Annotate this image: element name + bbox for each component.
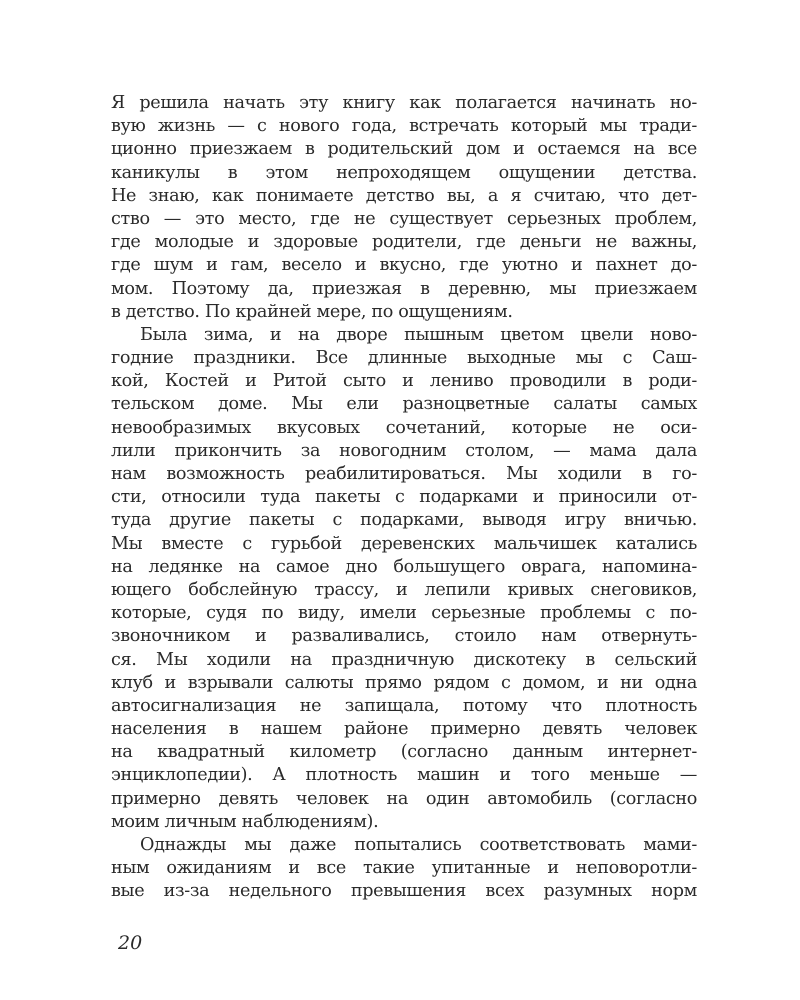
text-line: моим личным наблюдениям). [111,811,379,832]
text-line: Мы вместе с гурьбой деревенских мальчишек катались [111,533,697,554]
text-line: клуб и взрывали салюты прямо рядом с домом, и ни одна [111,672,697,693]
body-text [111,92,697,904]
text-line: мом. Поэтому да, приезжая в деревню, мы приезжаем [111,278,697,299]
text-line: ющего бобслейную трассу, и лепили кривых снеговиков, [111,579,697,600]
text-line: автосигнализация не запищала, потому что плотность [111,695,697,716]
text-line: которые, судя по виду, имели серьезные проблемы с по- [111,603,697,624]
text-line: Не знаю, как понимаете детство вы, а я считаю, что дет- [111,185,697,206]
text-line: лили прикончить за новогодним столом, — мама дала [111,440,697,461]
text-line: Однажды мы даже попытались соответствовать мами- [140,835,697,855]
text-line: ся. Мы ходили на праздничную дискотеку в сельский [111,649,697,670]
text-line: сти, относили туда пакеты с подарками и приносили от- [111,487,697,508]
text-line: звоночником и разваливались, стоило нам отвернуть- [111,626,697,647]
text-line: где шум и гам, весело и вкусно, где уютно и пахнет до- [111,255,697,276]
text-line: тельском доме. Мы ели разноцветные салаты самых [111,394,697,415]
text-line: вые из-за недельного превышения всех разумных норм [111,881,697,902]
text-line: нам возможность реабилитироваться. Мы ходили в го- [111,464,697,484]
text-line: годние праздники. Все длинные выходные мы с Саш- [111,348,697,369]
text-line: на квадратный километр (согласно данным интернет- [111,742,697,763]
text-line: туда другие пакеты с подарками, выводя игру вничью. [111,510,697,531]
text-line: в детство. По крайней мере, по ощущениям. [111,301,513,322]
text-line: ным ожиданиям и все такие упитанные и неповоротли- [111,858,697,879]
text-line: где молодые и здоровые родители, где деньги не важны, [111,232,697,253]
text-line: Была зима, и на дворе пышным цветом цвели ново- [140,324,697,345]
text-line: вую жизнь — с нового года, встречать который мы тради- [111,116,697,137]
text-line: Я решила начать эту книгу как полагается начинать но- [111,93,697,113]
page-number: 20 [118,932,143,954]
text-line: на ледянке на самое дно большущего оврага, напомина- [111,556,697,577]
text-line: примерно девять человек на один автомобиль (согласно [111,788,697,809]
text-line: населения в нашем районе примерно девять человек [111,719,697,740]
text-line: ционно приезжаем в родительский дом и остаемся на все [111,139,697,160]
text-line: ство — это место, где не существует серьезных проблем, [111,208,697,229]
text-line: каникулы в этом непроходящем ощущении детства. [111,162,697,183]
text-line: невообразимых вкусовых сочетаний, которые не оси- [111,417,697,438]
text-line: энциклопедии). А плотность машин и того меньше — [111,765,697,786]
text-line: кой, Костей и Ритой сыто и лениво проводили в роди- [111,371,697,392]
